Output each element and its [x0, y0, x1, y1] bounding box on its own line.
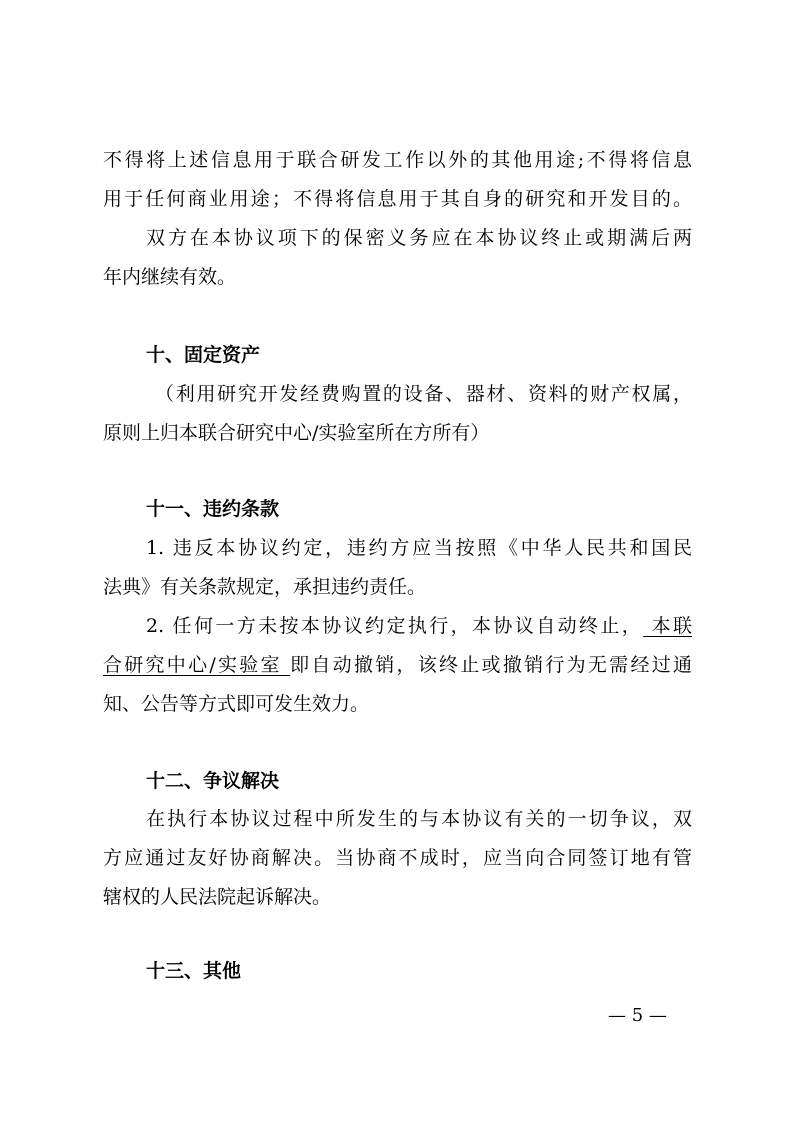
confidentiality-text-line-1: 不得将上述信息用于联合研发工作以外的其他用途;不得将信息 — [103, 149, 692, 171]
breach-item-1-line-2: 法典》有关条款规定，承担违约责任。 — [103, 576, 427, 598]
page-number: — 5 — — [608, 1005, 667, 1026]
dispute-text-line-2: 方应通过友好协商解决。当协商不成时，应当向合同签订地有管 — [103, 847, 692, 869]
confidentiality-term-line-1: 双方在本协议项下的保密义务应在本协议终止或期满后两 — [146, 227, 692, 249]
breach-item-2-line-3: 知、公告等方式即可发生效力。 — [103, 693, 370, 715]
fixed-assets-note-line-1: （利用研究开发经费购置的设备、器材、资料的财产权属， — [155, 383, 692, 405]
breach-item-2-text: 2. 任何一方未按本协议约定执行，本协议自动终止， — [146, 615, 644, 637]
section-heading-breach: 十一、违约条款 — [146, 498, 280, 520]
underlined-center-name-part-1: 本联 — [643, 615, 692, 637]
dispute-text-line-3: 辖权的人民法院起诉解决。 — [103, 886, 332, 908]
breach-item-2-line-1 — [146, 611, 692, 641]
underlined-center-name-part-2: 合研究中心/实验室 — [103, 654, 291, 676]
breach-item-2-line-2 — [103, 650, 692, 680]
dispute-text-line-1: 在执行本协议过程中所发生的与本协议有关的一切争议，双 — [146, 808, 692, 830]
fixed-assets-note-line-2: 原则上归本联合研究中心/实验室所在方所有） — [103, 422, 490, 444]
breach-item-1-line-1: 1. 违反本协议约定，违约方应当按照《中华人民共和国民 — [146, 537, 692, 559]
confidentiality-term-line-2: 年内继续有效。 — [103, 266, 237, 288]
section-heading-dispute: 十二、争议解决 — [146, 770, 280, 792]
section-heading-fixed-assets: 十、固定资产 — [146, 344, 261, 366]
breach-item-2-text-cont: 即自动撤销，该终止或撤销行为无需经过通 — [290, 654, 692, 676]
confidentiality-text-line-2: 用于任何商业用途；不得将信息用于其自身的研究和开发目的。 — [103, 188, 692, 210]
section-heading-other: 十三、其他 — [146, 960, 242, 982]
